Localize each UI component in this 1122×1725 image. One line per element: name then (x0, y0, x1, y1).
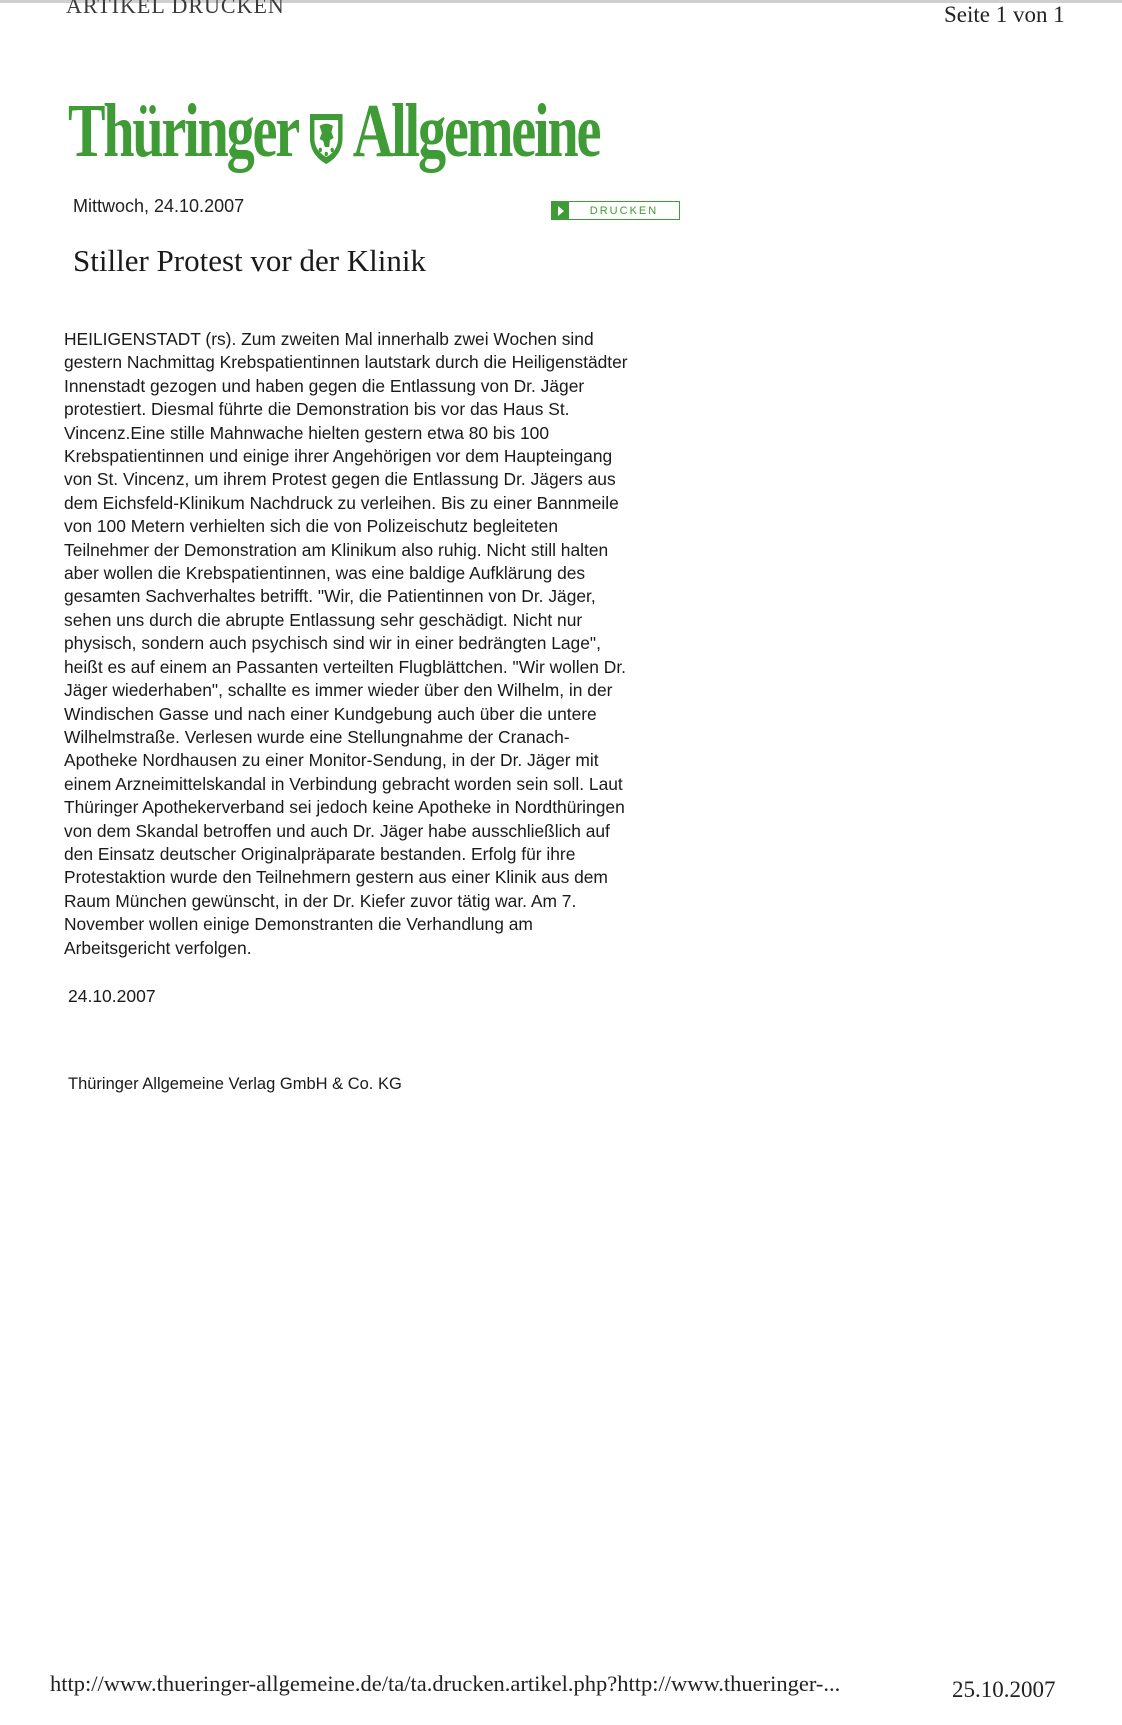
source-url: http://www.thueringer-allgemeine.de/ta/ta.drucken.artikel.php?http://www.thueringer-... (50, 1671, 841, 1696)
article-body-line: Jäger wiederhaben", schallte es immer wieder über den Wilhelm, in der (64, 680, 613, 701)
article-body-line: Innenstadt gezogen und haben gegen die Entlassung von Dr. Jäger (64, 375, 585, 396)
logo-word-thueringer: Thüringer (68, 89, 299, 173)
article-body-line: HEILIGENSTADT (rs). Zum zweiten Mal innerhalb zwei Wochen sind (64, 329, 594, 349)
article-body-line: Teilnehmer der Demonstration am Klinikum also ruhig. Nicht still halten (64, 539, 609, 560)
article-body-line: Protestaktion wurde den Teilnehmern gestern aus einer Klinik aus dem (64, 867, 608, 888)
publication-date: Mittwoch, 24.10.2007 (73, 196, 245, 216)
page-number: Seite 1 von 1 (944, 2, 1065, 27)
coat-of-arms-icon (307, 103, 345, 159)
newspaper-logo[interactable] (68, 86, 599, 176)
article-body-line: einem Arzneimittelskandal in Verbindung gebracht worden sein soll. Laut (64, 773, 623, 794)
article-body-line: von 100 Metern verhielten sich die von Polizeischutz begleiteten (64, 516, 558, 537)
article-body-line: Thüringer Apothekerverband sei jedoch keine Apotheke in Nordthüringen (64, 797, 625, 818)
article-body-line: Windischen Gasse und nach einer Kundgebung auch über die untere (64, 703, 597, 724)
article-body-line: Krebspatientinnen und einige ihrer Angehörigen vor dem Haupteingang (64, 446, 613, 467)
article-body-line: Arbeitsgericht verfolgen. (64, 937, 252, 958)
article-body-line: Vincenz.Eine stille Mahnwache hielten gestern etwa 80 bis 100 (64, 422, 549, 443)
publisher-credit: Thüringer Allgemeine Verlag GmbH & Co. KG (68, 1075, 402, 1093)
article-body-line: protestiert. Diesmal führte die Demonstration bis vor das Haus St. (64, 399, 570, 420)
article-body-line: Apotheke Nordhausen zu einer Monitor-Sendung, in der Dr. Jäger mit (64, 750, 599, 771)
article-body-line: Wilhelmstraße. Verlesen wurde eine Stellungnahme der Cranach- (64, 726, 570, 747)
article-headline: Stiller Protest vor der Klinik (73, 243, 427, 278)
print-button[interactable] (551, 201, 680, 220)
print-date: 25.10.2007 (952, 1677, 1056, 1702)
article-body-line: sehen uns durch die abrupte Entlassung sehr geschädigt. Nicht nur (64, 609, 583, 630)
article-date: 24.10.2007 (68, 986, 156, 1006)
print-header-title: ARTIKEL DRUCKEN (66, 0, 285, 18)
article-body-line: Raum München gewünscht, in der Dr. Kiefer zuvor tätig war. Am 7. (64, 890, 577, 911)
logo-word-allgemeine: Allgemeine (352, 89, 600, 173)
print-button-label: DRUCKEN (589, 204, 659, 217)
article-body-line: physisch, sondern auch psychisch sind wir in einer bedrängten Lage", (64, 633, 601, 654)
article-body-line: heißt es auf einem an Passanten verteilten Flugblättchen. "Wir wollen Dr. (64, 656, 626, 677)
article-body-line: den Einsatz deutscher Originalpräparate bestanden. Erfolg für ihre (64, 843, 576, 864)
article-body-line: gestern Nachmittag Krebspatientinnen lautstark durch die Heiligenstädter (64, 352, 628, 373)
article-body-line: gesamten Sachverhaltes betrifft. "Wir, die Patientinnen von Dr. Jäger, (64, 586, 596, 607)
article-body (64, 328, 704, 960)
article-body-line: November wollen einige Demonstranten die Verhandlung am (64, 914, 533, 935)
article-body-line: von St. Vincenz, um ihrem Protest gegen die Entlassung Dr. Jägers aus (64, 469, 616, 490)
article-body-line: aber wollen die Krebspatientinnen, was eine baldige Aufklärung des (64, 563, 586, 584)
arrow-right-icon (552, 202, 569, 219)
article-body-line: von dem Skandal betroffen und auch Dr. Jäger habe ausschließlich auf (64, 820, 610, 841)
article-body-line: dem Eichsfeld-Klinikum Nachdruck zu verleihen. Bis zu einer Bannmeile (64, 492, 619, 513)
